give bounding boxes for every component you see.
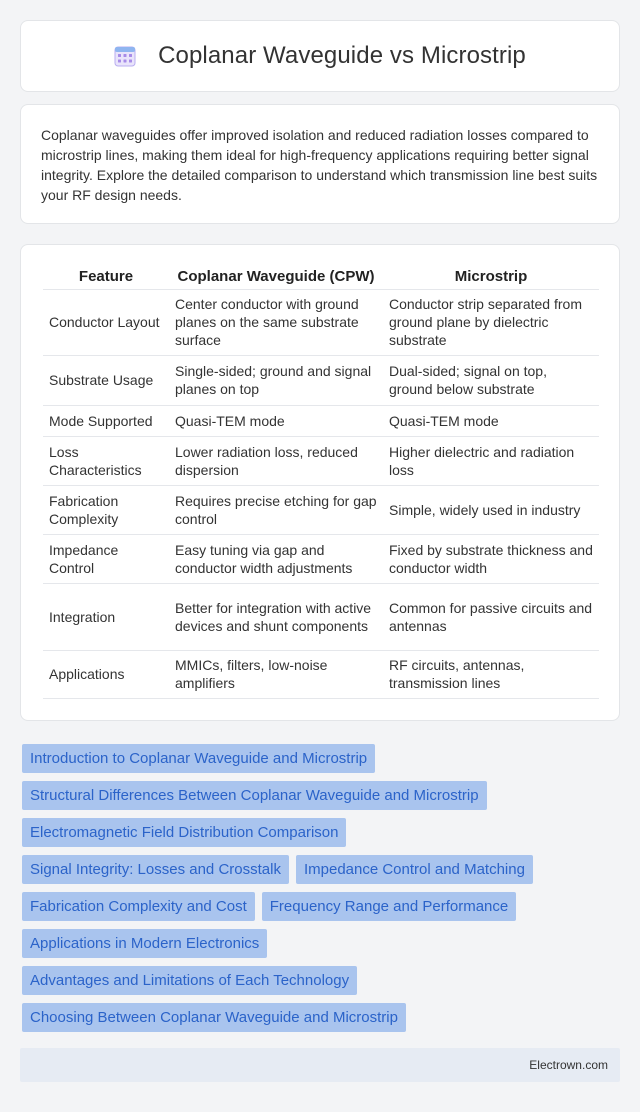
table-cell: Single-sided; ground and signal planes on top <box>169 355 383 405</box>
header-card <box>20 20 620 92</box>
intro-card <box>20 104 620 224</box>
comparison-table <box>43 263 599 699</box>
column-header-microstrip: Microstrip <box>383 263 599 289</box>
table-cell: Quasi-TEM mode <box>169 405 383 436</box>
table-cell: Conductor Layout <box>43 289 169 355</box>
topic-tag[interactable]: Advantages and Limitations of Each Technology <box>22 966 357 995</box>
table-cell: Requires precise etching for gap control <box>169 485 383 534</box>
table-cell: Quasi-TEM mode <box>383 405 599 436</box>
table-row <box>43 650 599 698</box>
topic-tag[interactable]: Structural Differences Between Coplanar Waveguide and Microstrip <box>22 781 487 810</box>
topic-tag-list <box>22 744 582 1040</box>
page-title: Coplanar Waveguide vs Microstrip <box>158 42 526 69</box>
table-row <box>43 583 599 650</box>
table-row <box>43 485 599 534</box>
table-cell: Fabrication Complexity <box>43 485 169 534</box>
calendar-grid-icon <box>114 45 136 67</box>
table-cell: MMICs, filters, low-noise amplifiers <box>169 650 383 698</box>
table-cell: Lower radiation loss, reduced dispersion <box>169 436 383 485</box>
table-row <box>43 355 599 405</box>
column-header-cpw: Coplanar Waveguide (CPW) <box>169 263 383 289</box>
table-cell: Common for passive circuits and antennas <box>383 583 599 650</box>
table-row <box>43 436 599 485</box>
topic-tag[interactable]: Introduction to Coplanar Waveguide and Microstrip <box>22 744 375 773</box>
comparison-table-card <box>20 244 620 721</box>
table-cell: Simple, widely used in industry <box>383 485 599 534</box>
table-row <box>43 534 599 583</box>
topic-tag[interactable]: Choosing Between Coplanar Waveguide and Microstrip <box>22 1003 406 1032</box>
column-header-feature: Feature <box>43 263 169 289</box>
topic-tag[interactable]: Signal Integrity: Losses and Crosstalk <box>22 855 289 884</box>
table-cell: Dual-sided; signal on top, ground below substrate <box>383 355 599 405</box>
table-cell: Substrate Usage <box>43 355 169 405</box>
table-cell: Impedance Control <box>43 534 169 583</box>
intro-text: Coplanar waveguides offer improved isolation and reduced radiation losses compared to microstrip lines, making them ideal for high-frequency applications requiring better signal integrity. Explore the detailed comparison to understand which transmission line best suits your RF design needs. <box>41 127 598 203</box>
table-cell: RF circuits, antennas, transmission lines <box>383 650 599 698</box>
table-cell: Better for integration with active devices and shunt components <box>169 583 383 650</box>
footer <box>20 1048 620 1082</box>
table-row <box>43 405 599 436</box>
table-row <box>43 289 599 355</box>
table-cell: Fixed by substrate thickness and conductor width <box>383 534 599 583</box>
table-cell: Applications <box>43 650 169 698</box>
table-cell: Higher dielectric and radiation loss <box>383 436 599 485</box>
table-cell: Center conductor with ground planes on the same substrate surface <box>169 289 383 355</box>
table-cell: Conductor strip separated from ground plane by dielectric substrate <box>383 289 599 355</box>
table-cell: Integration <box>43 583 169 650</box>
footer-brand[interactable]: Electrown.com <box>529 1058 608 1072</box>
topic-tag[interactable]: Frequency Range and Performance <box>262 892 516 921</box>
topic-tag[interactable]: Applications in Modern Electronics <box>22 929 267 958</box>
table-cell: Easy tuning via gap and conductor width adjustments <box>169 534 383 583</box>
table-header-row <box>43 263 599 289</box>
table-cell: Loss Characteristics <box>43 436 169 485</box>
table-cell: Mode Supported <box>43 405 169 436</box>
topic-tag[interactable]: Impedance Control and Matching <box>296 855 533 884</box>
topic-tag[interactable]: Electromagnetic Field Distribution Comparison <box>22 818 346 847</box>
topic-tag[interactable]: Fabrication Complexity and Cost <box>22 892 255 921</box>
